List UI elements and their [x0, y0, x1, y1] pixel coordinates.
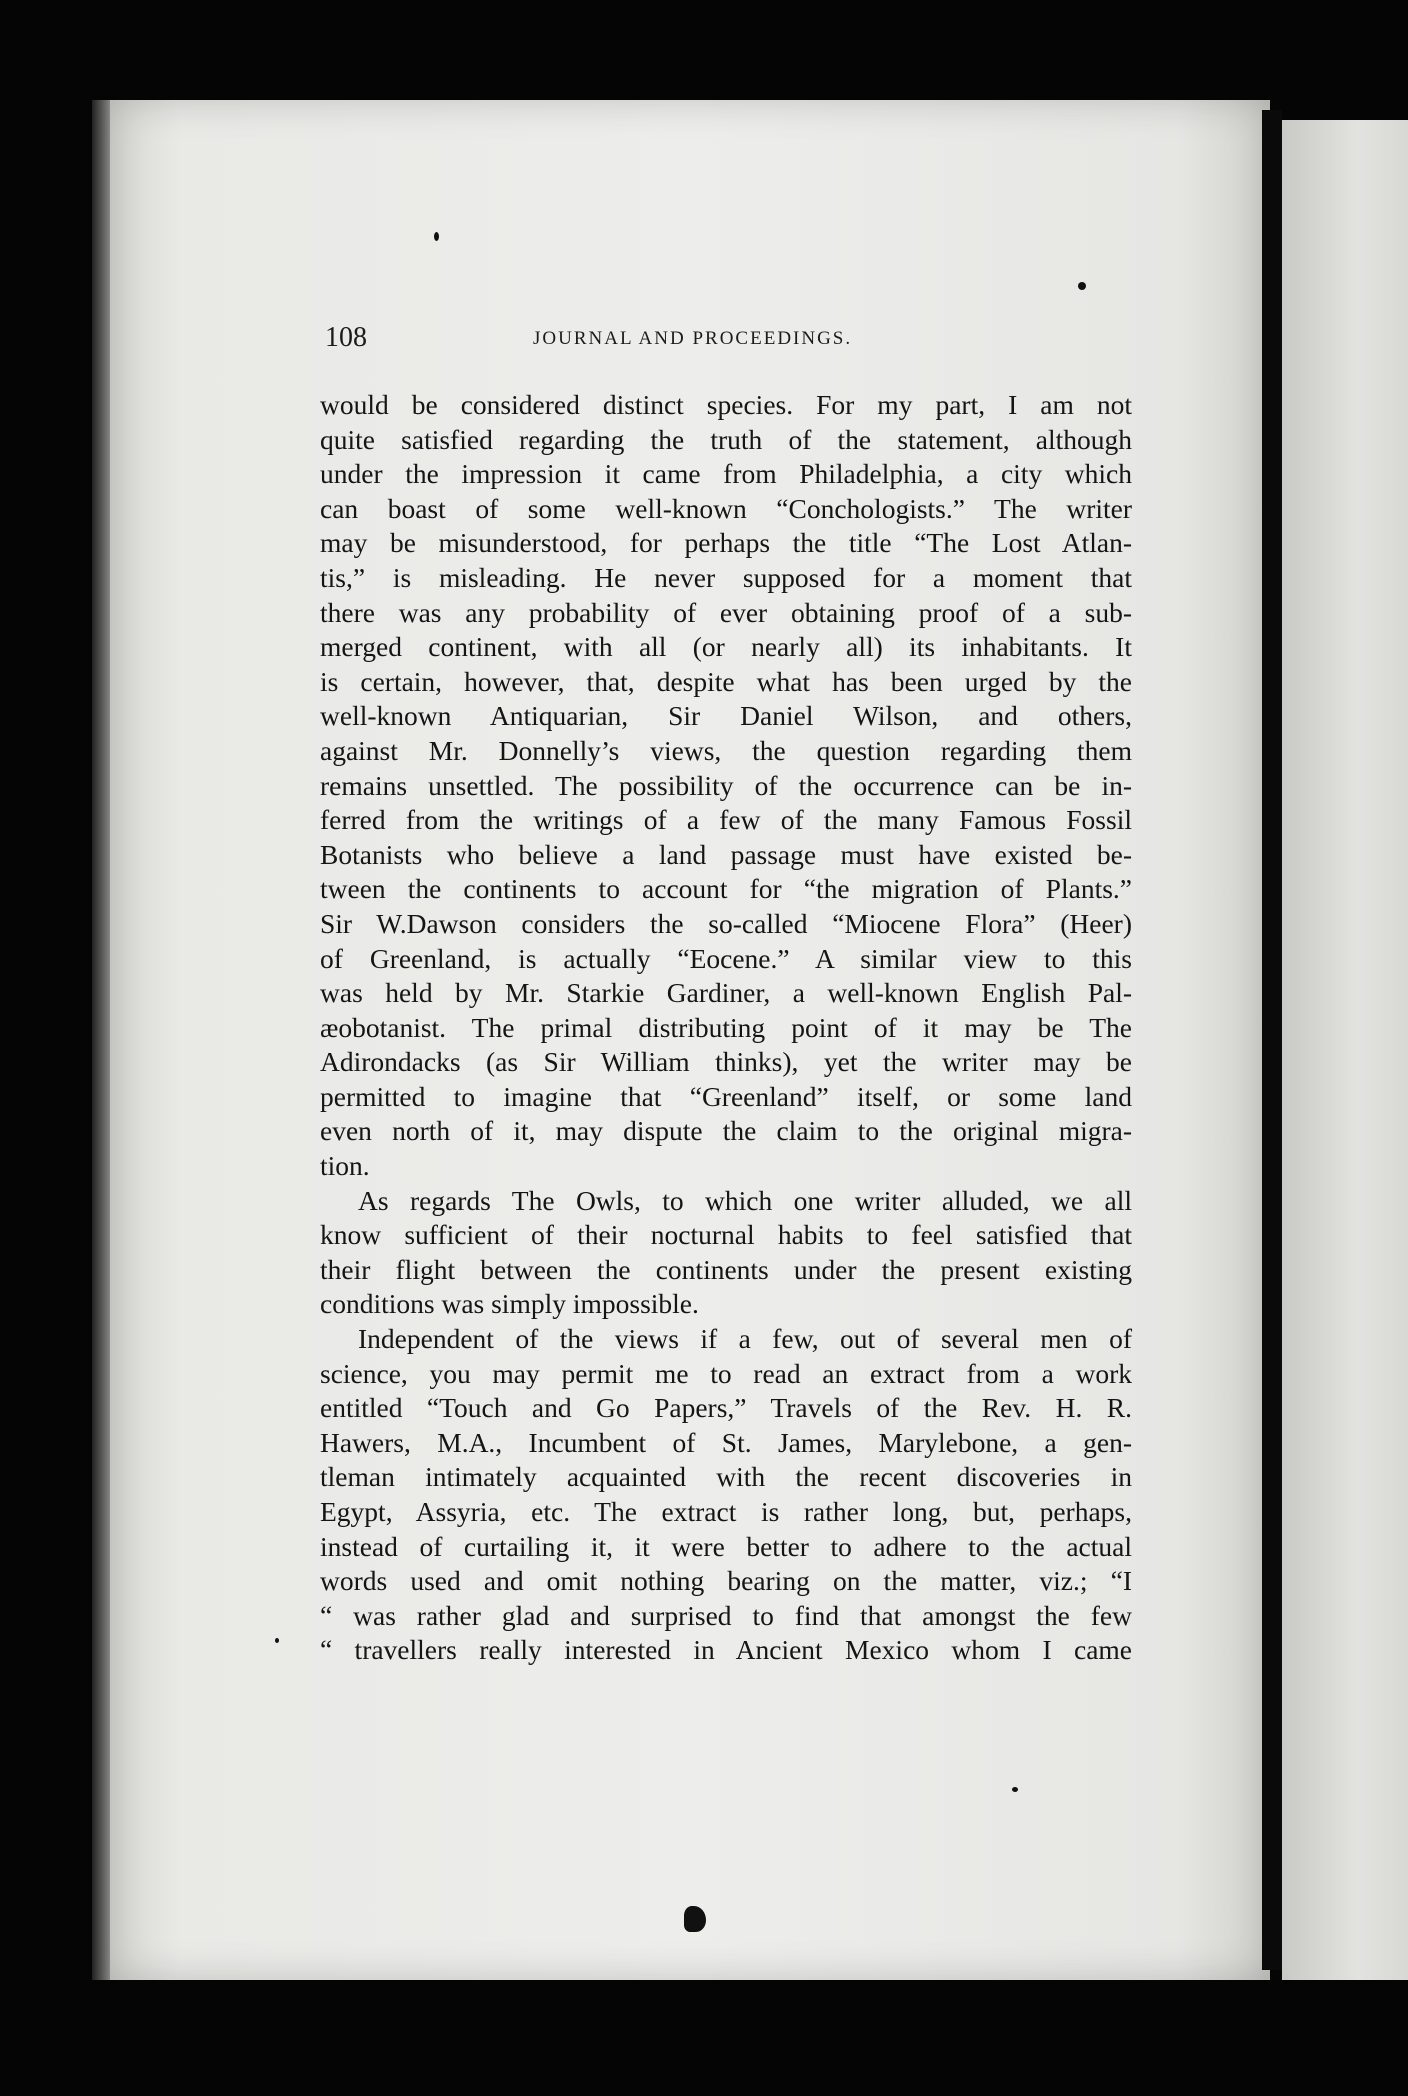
scan-speck: [1012, 1787, 1018, 1792]
text-line: of Greenland, is actually “Eocene.” A similar view to this: [320, 942, 1132, 974]
text-line: instead of curtailing it, it were better to adhere to the actual: [320, 1530, 1132, 1562]
text-line: words used and omit nothing bearing on the matter, viz.; “I: [320, 1565, 1132, 1597]
scan-speck: [684, 1906, 706, 1932]
text-line: would be considered distinct species. For my part, I am not: [320, 389, 1132, 420]
facing-page-edge: [1282, 120, 1408, 1980]
running-head: JOURNAL AND PROCEEDINGS.: [533, 328, 853, 349]
text-line: under the impression it came from Philadelphia, a city which: [320, 458, 1132, 490]
text-line: æobotanist. The primal distributing point of it may be The: [320, 1011, 1132, 1043]
text-line: Botanists who believe a land passage must have existed be-: [320, 838, 1132, 870]
scan-speck: [434, 232, 439, 241]
text-line: remains unsettled. The possibility of the occurrence can be in-: [320, 769, 1132, 801]
text-line: Sir W.Dawson considers the so-called “Miocene Flora” (Heer): [320, 907, 1132, 939]
text-line: Hawers, M.A., Incumbent of St. James, Marylebone, a gen-: [320, 1426, 1132, 1458]
text-line: entitled “Touch and Go Papers,” Travels of the Rev. H. R.: [320, 1392, 1132, 1424]
text-line: “ was rather glad and surprised to find that amongst the few: [320, 1599, 1132, 1631]
text-line: know sufficient of their nocturnal habits to feel satisfied that: [320, 1219, 1132, 1251]
text-line: against Mr. Donnelly’s views, the question regarding them: [320, 734, 1132, 766]
text-line: science, you may permit me to read an extract from a work: [320, 1357, 1132, 1389]
text-line: even north of it, may dispute the claim to the original migra-: [320, 1115, 1132, 1147]
text-line: tis,” is misleading. He never supposed for a moment that: [320, 561, 1132, 593]
book-spine-shadow: [1262, 110, 1282, 1970]
text-line: well-known Antiquarian, Sir Daniel Wilson, and others,: [320, 700, 1132, 732]
text-line: can boast of some well-known “Conchologists.” The writer: [320, 492, 1132, 524]
text-line: permitted to imagine that “Greenland” itself, or some land: [320, 1080, 1132, 1112]
text-line: merged continent, with all (or nearly all) its inhabitants. It: [320, 631, 1132, 663]
text-line: Egypt, Assyria, etc. The extract is rather long, but, perhaps,: [320, 1496, 1132, 1527]
text-line: their flight between the continents under the present existing: [320, 1253, 1132, 1285]
text-line: quite satisfied regarding the truth of the statement, although: [320, 423, 1132, 455]
text-line: there was any probability of ever obtaining proof of a sub-: [320, 596, 1132, 628]
text-line: conditions was simply impossible.: [320, 1288, 699, 1320]
body-text: [320, 388, 1132, 1668]
page-number: 108: [325, 322, 367, 353]
text-line: Adirondacks (as Sir William thinks), yet the writer may be: [320, 1046, 1132, 1078]
text-line: As regards The Owls, to which one writer alluded, we all: [358, 1184, 1132, 1216]
text-line: was held by Mr. Starkie Gardiner, a well-known English Pal-: [320, 977, 1132, 1009]
text-line: tion.: [320, 1150, 370, 1182]
scan-speck: [1078, 282, 1086, 290]
page-header: [325, 322, 1175, 362]
text-line: is certain, however, that, despite what has been urged by the: [320, 665, 1132, 697]
text-line: tleman intimately acquainted with the recent discoveries in: [320, 1461, 1132, 1493]
text-line: may be misunderstood, for perhaps the title “The Lost Atlan-: [320, 527, 1132, 559]
text-line: Independent of the views if a few, out of several men of: [358, 1323, 1132, 1355]
text-line: tween the continents to account for “the migration of Plants.”: [320, 873, 1132, 905]
text-line: “ travellers really interested in Ancient Mexico whom I came: [320, 1634, 1132, 1666]
text-line: ferred from the writings of a few of the many Famous Fossil: [320, 804, 1132, 836]
scan-speck: [275, 1638, 279, 1643]
